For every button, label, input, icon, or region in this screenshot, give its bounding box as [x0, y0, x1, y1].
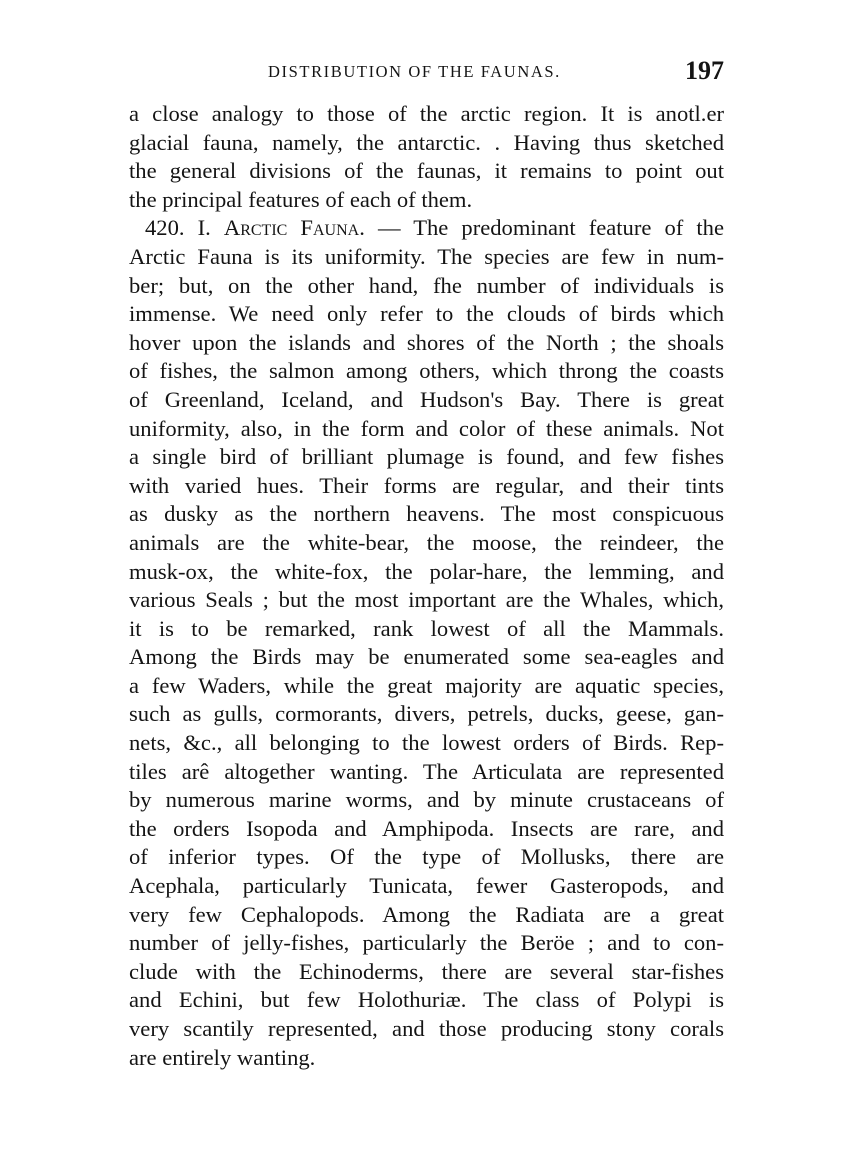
text-line: Acephala, particularly Tunicata, fewer Gasteropods, and	[129, 873, 724, 899]
running-head	[128, 56, 724, 90]
text-line: by numerous marine worms, and by minute crustaceans of	[129, 787, 724, 813]
text-line: tiles arê altogether wanting. The Articulata are represented	[129, 758, 724, 784]
page-number: 197	[685, 56, 724, 85]
text-line: the orders Isopoda and Amphipoda. Insects are rare, and	[129, 815, 724, 841]
paragraph-2	[129, 214, 724, 1072]
text-line: hover upon the islands and shores of the North ; the shoals	[129, 329, 724, 355]
text-line: very scantily represented, and those producing stony corals	[129, 1016, 724, 1041]
text-line-first	[129, 214, 724, 243]
text-line: with varied hues. Their forms are regular, and their tints	[129, 472, 724, 498]
text-line: immense. We need only refer to the clouds of birds which	[129, 301, 724, 327]
text-line: ber; but, on the other hand, fhe number of individuals is	[129, 272, 724, 298]
text-line: as dusky as the northern heavens. The most conspicuous	[129, 501, 724, 527]
text-line: a close analogy to those of the arctic region. It is anotl.er	[129, 101, 724, 126]
text-line: of Greenland, Iceland, and Hudson's Bay. There is great	[129, 386, 724, 412]
text-line: Arctic Fauna is its uniformity. The species are few in num-	[129, 243, 724, 269]
text-line: animals are the white-bear, the moose, the reindeer, the	[129, 529, 724, 555]
text-line: such as gulls, cormorants, divers, petrels, ducks, geese, gan-	[129, 701, 724, 727]
text-line: it is to be remarked, rank lowest of all the Mammals.	[129, 615, 724, 641]
text-line: of fishes, the salmon among others, which throng the coasts	[129, 358, 724, 384]
text-line: various Seals ; but the most important are the Whales, which,	[129, 587, 724, 613]
body-text	[129, 100, 724, 1072]
text-line: very few Cephalopods. Among the Radiata are a great	[129, 901, 724, 927]
text-line: of inferior types. Of the type of Mollusks, there are	[129, 844, 724, 870]
text-line: a single bird of brilliant plumage is found, and few fishes	[129, 444, 724, 470]
text-line: nets, &c., all belonging to the lowest orders of Birds. Rep-	[129, 730, 724, 756]
running-title: DISTRIBUTION OF THE FAUNAS.	[268, 62, 561, 81]
text-line: the general divisions of the faunas, it remains to point out	[129, 158, 724, 184]
text-line: uniformity, also, in the form and color of these animals. Not	[129, 415, 724, 441]
paragraph-1	[129, 100, 724, 214]
text-line: a few Waders, while the great majority are aquatic species,	[129, 672, 724, 698]
text-line: number of jelly-fishes, particularly the Beröe ; and to con-	[129, 930, 724, 956]
section-heading: Arctic Fauna.	[223, 215, 365, 241]
text-line-rest: — The predominant feature of the	[377, 215, 724, 241]
text-line: and Echini, but few Holothuriæ. The class of Polypi is	[129, 987, 724, 1013]
text-line: musk-ox, the white-fox, the polar-hare, the lemming, and	[129, 558, 724, 584]
text-line: clude with the Echinoderms, there are several star-fishes	[129, 958, 724, 984]
text-line: Among the Birds may be enumerated some sea-eagles and	[129, 644, 724, 670]
section-number: 420. I.	[145, 215, 211, 241]
text-line: glacial fauna, namely, the antarctic. . Having thus sketched	[129, 129, 724, 155]
text-line: are entirely wanting.	[129, 1044, 316, 1070]
text-line: the principal features of each of them.	[129, 186, 473, 212]
